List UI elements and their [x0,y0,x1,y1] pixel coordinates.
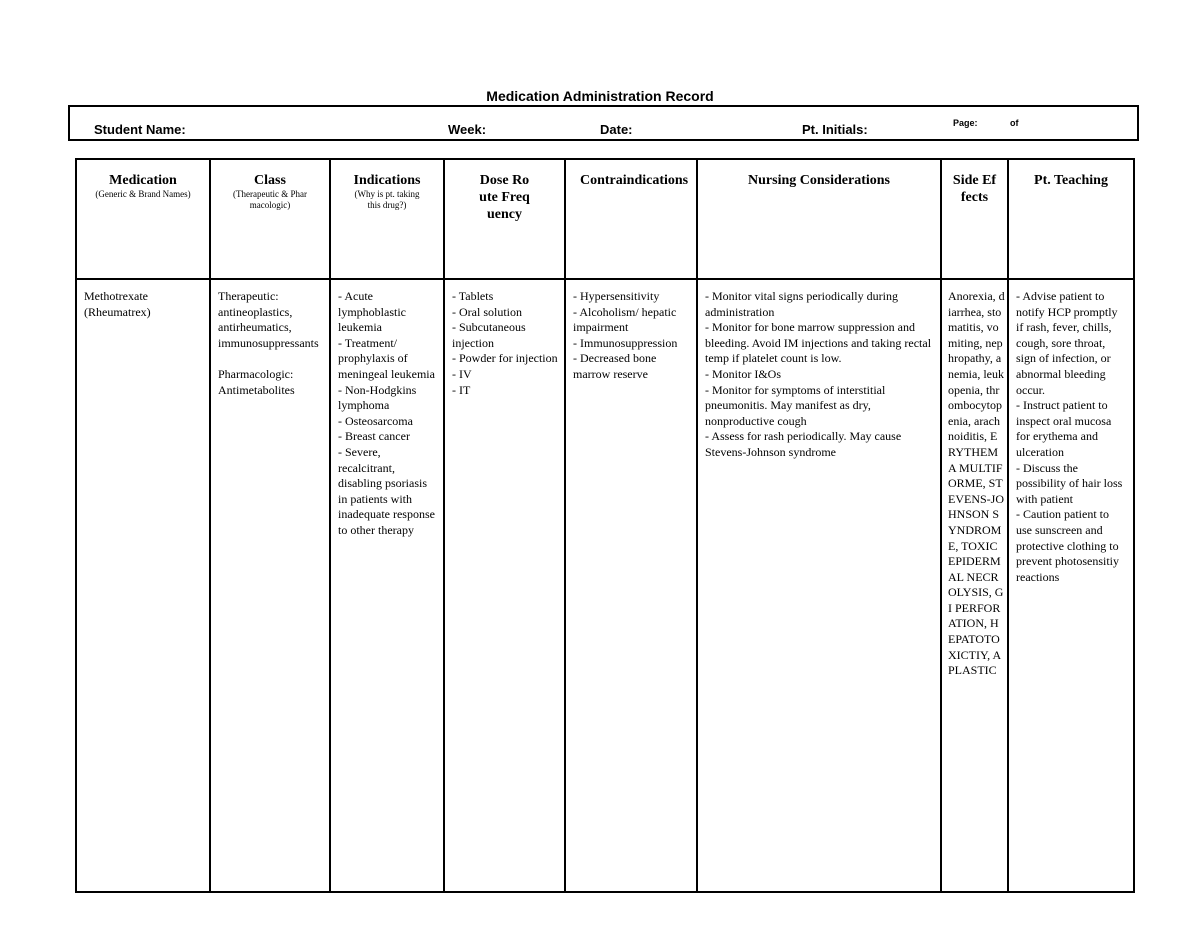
cell-pt-teaching: - Advise patient to notify HCP promptly if rash, fever, chills, cough, sore throat, sign of infection, or abnormal bleeding occur. - Instruct patient to inspect oral mucosa for erythema and ulceration - Discuss the possibility of hair loss with patient - Caution patient to use sunscreen and protective clothing to prevent photosensitiy reactions [1008,279,1134,892]
cell-nursing-considerations: - Monitor vital signs periodically during administration - Monitor for bone marrow suppression and bleeding. Avoid IM injections and taking rectal temp if platelet count is low. - Monitor I&Os - Monitor for symptoms of interstitial pneumonitis. May manifest as dry, nonproductive cough - Assess for rash periodically. May cause Stevens-Johnson syndrome [697,279,941,892]
header-contraindications: Contraindications [565,159,697,279]
student-name-label: Student Name: [94,122,186,137]
cell-dose: - Tablets - Oral solution - Subcutaneous injection - Powder for injection - IV - IT [444,279,565,892]
header-class: Class (Therapeutic & Pharmacologic) [210,159,330,279]
header-dose: Dose Route Frequency [444,159,565,279]
header-pt-teaching: Pt. Teaching [1008,159,1134,279]
page-of-label: of [1010,118,1019,128]
cell-class: Therapeutic: antineoplastics, antirheumatics, immunosuppressants Pharmacologic: Antimetabolites [210,279,330,892]
table-row [76,279,1134,892]
page-label: Page: [953,118,978,128]
header-indications: Indications (Why is pt. taking this drug?) [330,159,444,279]
medication-table [75,158,1135,893]
cell-medication: Methotrexate (Rheumatrex) [76,279,210,892]
cell-contraindications: - Hypersensitivity - Alcoholism/ hepatic impairment - Immunosuppression - Decreased bone marrow reserve [565,279,697,892]
week-label: Week: [448,122,487,137]
header-nursing-considerations: Nursing Considerations [697,159,941,279]
page-title: Medication Administration Record [486,88,714,104]
cell-side-effects: Anorexia, diarrhea, stomatitis, vomiting, nephropathy, anemia, leukopenia, thrombocytopenia, arachnoiditis, ERYTHEMA MULTIFORME, STEVENS-JOHNSON SYNDROME, TOXIC EPIDERMAL NECROLYSIS, GI PERFORATION, HEPATOTOXICTIY, APLASTIC [941,279,1008,892]
date-label: Date: [600,122,633,137]
cell-indications: - Acute lymphoblastic leukemia - Treatment/ prophylaxis of meningeal leukemia - Non-Hodgkins lymphoma - Osteosarcoma - Breast cancer - Severe, recalcitrant, disabling psoriasis in patients with inadequate response to other therapy [330,279,444,892]
record-info-box [68,105,1139,141]
header-medication: Medication (Generic & Brand Names) [76,159,210,279]
header-side-effects: Side Effects [941,159,1008,279]
pt-initials-label: Pt. Initials: [802,122,868,137]
table-header-row [76,159,1134,279]
